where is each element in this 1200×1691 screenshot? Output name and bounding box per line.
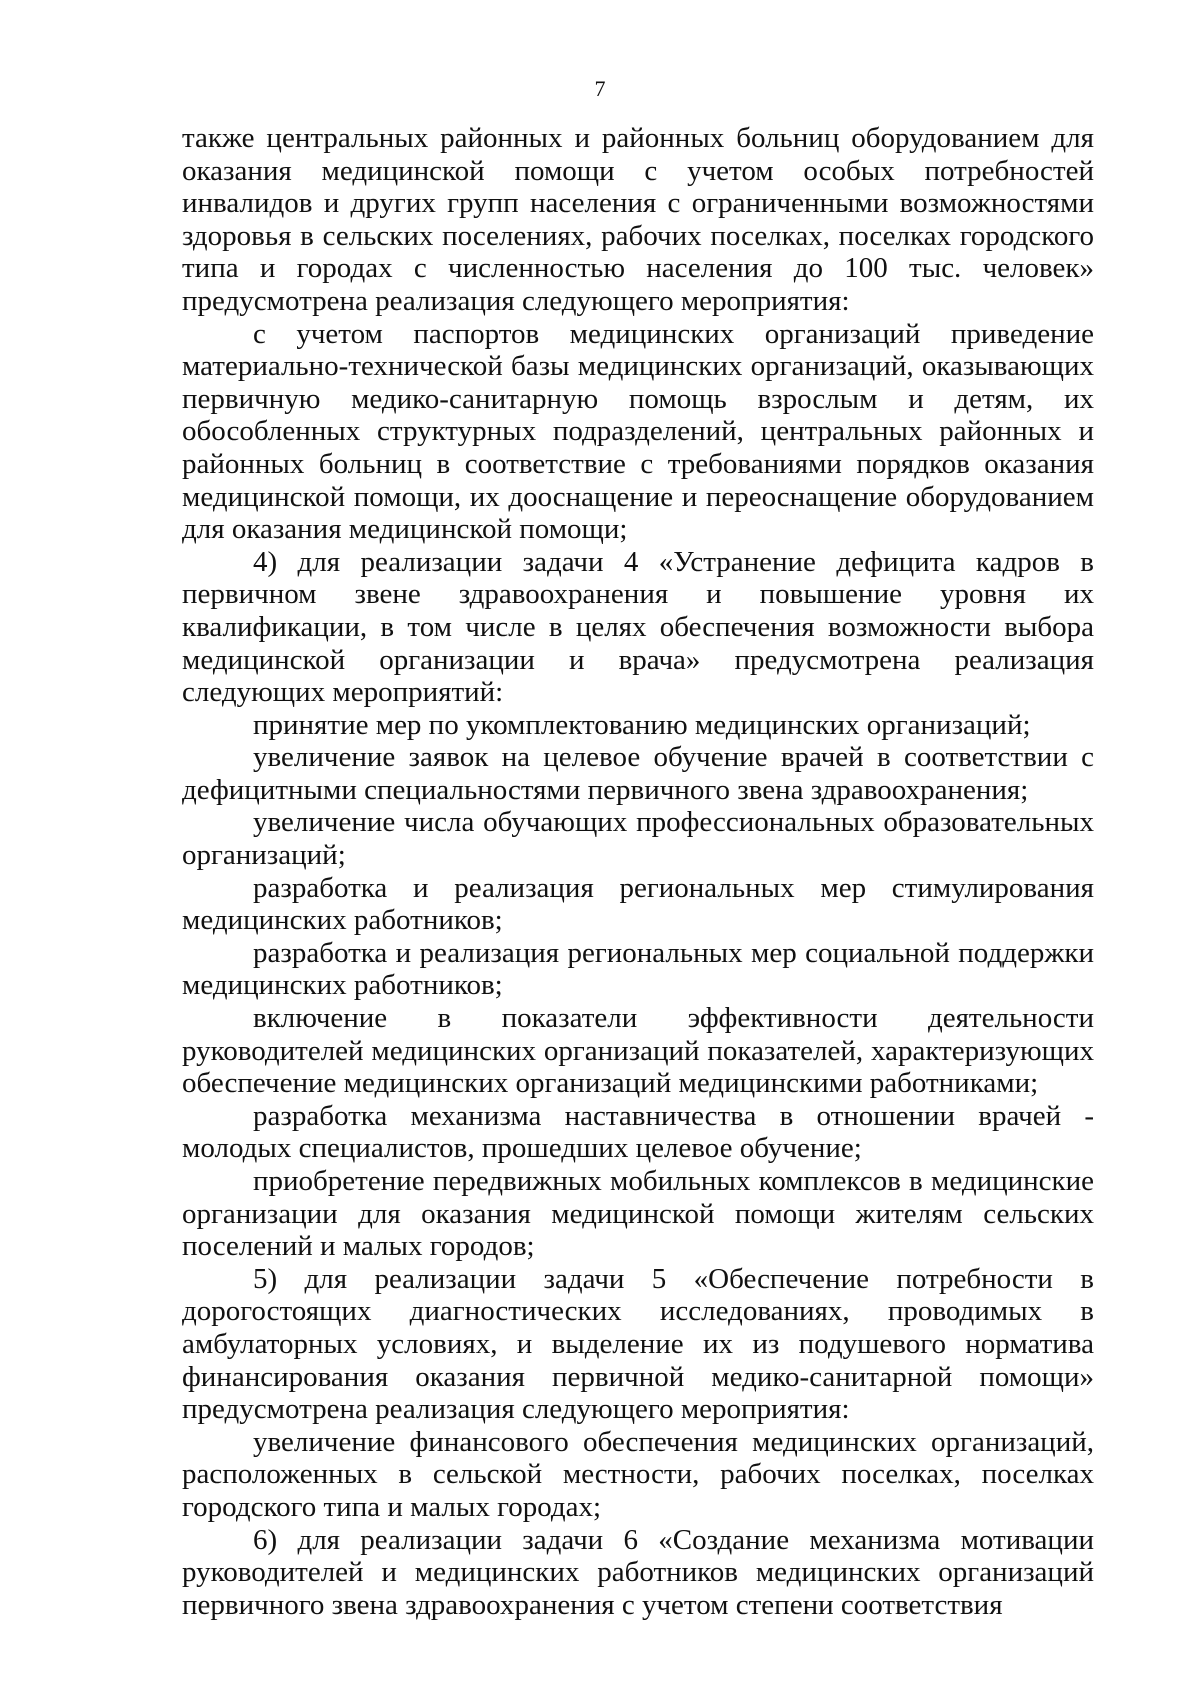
list-item: разработка и реализация региональных мер стимулирования медицинских работников; bbox=[182, 871, 1094, 937]
list-item: принятие мер по укомплектованию медицинских организаций; bbox=[253, 708, 1031, 741]
paragraph-task-6: 6) для реализации задачи 6 «Создание механизма мотивации руководителей и медицинских работников медицинских организаций первичного звена здравоохранения с учетом степени соответствия bbox=[182, 1523, 1094, 1621]
list-item: увеличение числа обучающих профессиональных образовательных организаций; bbox=[182, 806, 1094, 872]
paragraph-continuation: также центральных районных и районных больниц оборудованием для оказания медицинской помощи с учетом особых потребностей инвалидов и других групп населения с ограниченными возможностями здоровья в сельских поселениях, рабочих поселках, поселках городского типа и городах с численностью населения до 100 тыс. человек» предусмотрена реализация следующего мероприятия: bbox=[182, 122, 1094, 317]
list-item: разработка и реализация региональных мер социальной поддержки медицинских работников; bbox=[182, 936, 1094, 1002]
paragraph-task-4: 4) для реализации задачи 4 «Устранение дефицита кадров в первичном звене здравоохранения и повышение уровня их квалификации, в том числе в целях обеспечения возможности выбора медицинской организации и врача» предусмотрена реализация следующих мероприятий: bbox=[182, 545, 1094, 709]
list-item: разработка механизма наставничества в отношении врачей - молодых специалистов, прошедших целевое обучение; bbox=[182, 1099, 1094, 1165]
document-body bbox=[182, 122, 1094, 1621]
list-item: приобретение передвижных мобильных комплексов в медицинские организации для оказания медицинской помощи жителям сельских поселений и малых городов; bbox=[182, 1165, 1094, 1263]
list-item: включение в показатели эффективности деятельности руководителей медицинских организаций показателей, характеризующих обеспечение медицинских организаций медицинскими работниками; bbox=[182, 1002, 1094, 1100]
list-item: увеличение финансового обеспечения медицинских организаций, расположенных в сельской местности, рабочих поселках, поселках городского типа и малых городах; bbox=[182, 1425, 1094, 1523]
paragraph-task-5: 5) для реализации задачи 5 «Обеспечение потребности в дорогостоящих диагностических исследованиях, проводимых в амбулаторных условиях, и выделение их из подушевого норматива финансирования оказания первичной медико-санитарной помощи» предусмотрена реализация следующего мероприятия: bbox=[182, 1262, 1094, 1426]
paragraph: с учетом паспортов медицинских организаций приведение материально-технической базы медицинских организаций, оказывающих первичную медико-санитарную помощь взрослым и детям, их обособленных структурных подразделений, центральных районных и районных больниц в соответствие с требованиями порядков оказания медицинской помощи, их дооснащение и переоснащение оборудованием для оказания медицинской помощи; bbox=[182, 317, 1094, 546]
list-item: увеличение заявок на целевое обучение врачей в соответствии с дефицитными специальностями первичного звена здравоохранения; bbox=[182, 741, 1094, 806]
page-number: 7 bbox=[594, 76, 606, 101]
